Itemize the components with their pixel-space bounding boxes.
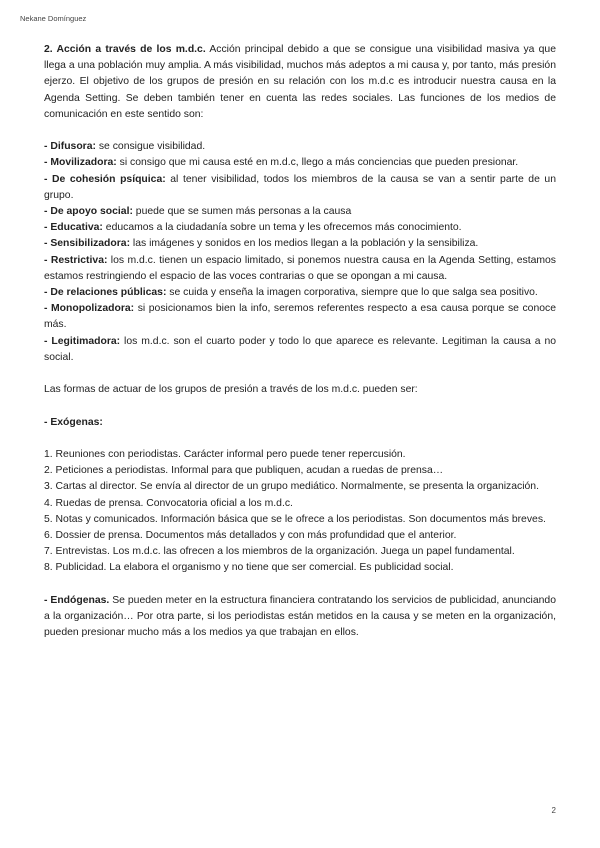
function-item <box>44 204 556 220</box>
function-desc: educamos a la ciudadanía sobre un tema y les ofrecemos más conocimiento. <box>102 222 462 234</box>
exogenas-item: 6. Dossier de prensa. Documentos más detallados y con más profundidad que el anterior. <box>44 530 457 542</box>
function-desc: se consigue visibilidad. <box>95 141 206 153</box>
document-body <box>44 42 556 641</box>
function-desc: se cuida y enseña la imagen corporativa, siempre que lo que salga sea positivo. <box>166 287 538 299</box>
function-desc: los m.d.c. son el cuarto poder y todo lo que aparece es relevante. Legitiman la causa a no social. <box>44 335 556 363</box>
spacer <box>44 398 556 414</box>
function-item <box>44 155 556 171</box>
function-term: - Educativa: <box>44 222 103 234</box>
page-number: 2 <box>551 806 556 815</box>
function-desc: si posicionamos bien la info, seremos referentes respecto a esa causa porque se conoce más. <box>44 303 556 331</box>
function-item <box>44 334 556 366</box>
exogenas-item: 7. Entrevistas. Los m.d.c. las ofrecen a los miembros de la organización. Juega un papel fundamental. <box>44 546 515 558</box>
endogenas-heading: - Endógenas. <box>44 594 110 606</box>
function-term: - Difusora: <box>44 141 96 153</box>
spacer <box>44 577 556 593</box>
spacer <box>44 366 556 382</box>
function-term: - Legitimadora: <box>44 335 121 347</box>
exogenas-item: 3. Cartas al director. Se envía al director de un grupo mediático. Normalmente, se presenta la organización. <box>44 481 539 493</box>
function-desc: los m.d.c. tienen un espacio limitado, si ponemos nuestra causa en la Agenda Setting, estamos estamos restringiendo el espacio de las voces contrarias o que se opongan a mi causa. <box>44 254 556 282</box>
function-item <box>44 220 556 236</box>
endogenas-text: Se pueden meter en la estructura financiera contratando los servicios de publicidad, anunciando a la organización… Por otra parte, si los periodistas están metidos en la causa y se meten en la organización, pueden presionar mucho más a los medios ya que trabajan en ellos. <box>44 594 556 639</box>
function-term: - De relaciones públicas: <box>44 287 167 299</box>
exogenas-item: 2. Peticiones a periodistas. Informal para que publiquen, acudan a ruedas de prensa… <box>44 465 444 477</box>
exogenas-paragraph <box>44 415 556 431</box>
exogenas-item: 1. Reuniones con periodistas. Carácter informal pero puede tener repercusión. <box>44 449 406 461</box>
function-item <box>44 139 556 155</box>
page-header-author: Nekane Domínguez <box>20 14 87 23</box>
section-paragraph <box>44 42 556 123</box>
function-term: - Restrictiva: <box>44 254 108 266</box>
function-desc: si consigo que mi causa esté en m.d.c, llego a más conciencias que pueden presionar. <box>116 157 519 169</box>
forms-intro: Las formas de actuar de los grupos de presión a través de los m.d.c. pueden ser: <box>44 384 418 396</box>
function-item <box>44 236 556 252</box>
section-intro: Acción principal debido a que se consigue una visibilidad masiva ya que llega a una población muy amplia. A más visibilidad, muchos más adeptos a mi causa y, por tanto, más presión ejerzo. El objetivo de los grupos de presión en su relación con los m.d.c es introducir nuestra causa en la Agenda Setting. Se deben también tener en cuenta las redes sociales. Las funciones de los medios de comunicación en este sentido son: <box>44 44 556 120</box>
function-term: - De apoyo social: <box>44 206 133 218</box>
function-desc: puede que se sumen más personas a la causa <box>132 206 352 218</box>
exogenas-heading: - Exógenas: <box>44 416 103 428</box>
spacer <box>44 123 556 139</box>
function-item <box>44 253 556 285</box>
endogenas-paragraph <box>44 593 556 642</box>
function-term: - De cohesión psíquica: <box>44 173 166 185</box>
function-item <box>44 285 556 301</box>
function-term: - Monopolizadora: <box>44 303 135 315</box>
function-desc: las imágenes y sonidos en los medios llegan a la población y la sensibiliza. <box>130 238 479 250</box>
function-item <box>44 172 556 204</box>
function-desc: al tener visibilidad, todos los miembros de la causa se van a sentir parte de un grupo. <box>44 173 556 201</box>
function-item <box>44 301 556 333</box>
function-term: - Movilizadora: <box>44 157 117 169</box>
section-heading: 2. Acción a través de los m.d.c. <box>44 44 206 55</box>
function-term: - Sensibilizadora: <box>44 238 131 250</box>
exogenas-item: 5. Notas y comunicados. Información básica que se le ofrece a los periodistas. Son documentos más breves. <box>44 513 546 525</box>
spacer <box>44 431 556 447</box>
exogenas-item: 8. Publicidad. La elabora el organismo y no tiene que ser comercial. Es publicidad social. <box>44 562 454 574</box>
exogenas-item: 4. Ruedas de prensa. Convocatoria oficial a los m.d.c. <box>44 497 293 509</box>
